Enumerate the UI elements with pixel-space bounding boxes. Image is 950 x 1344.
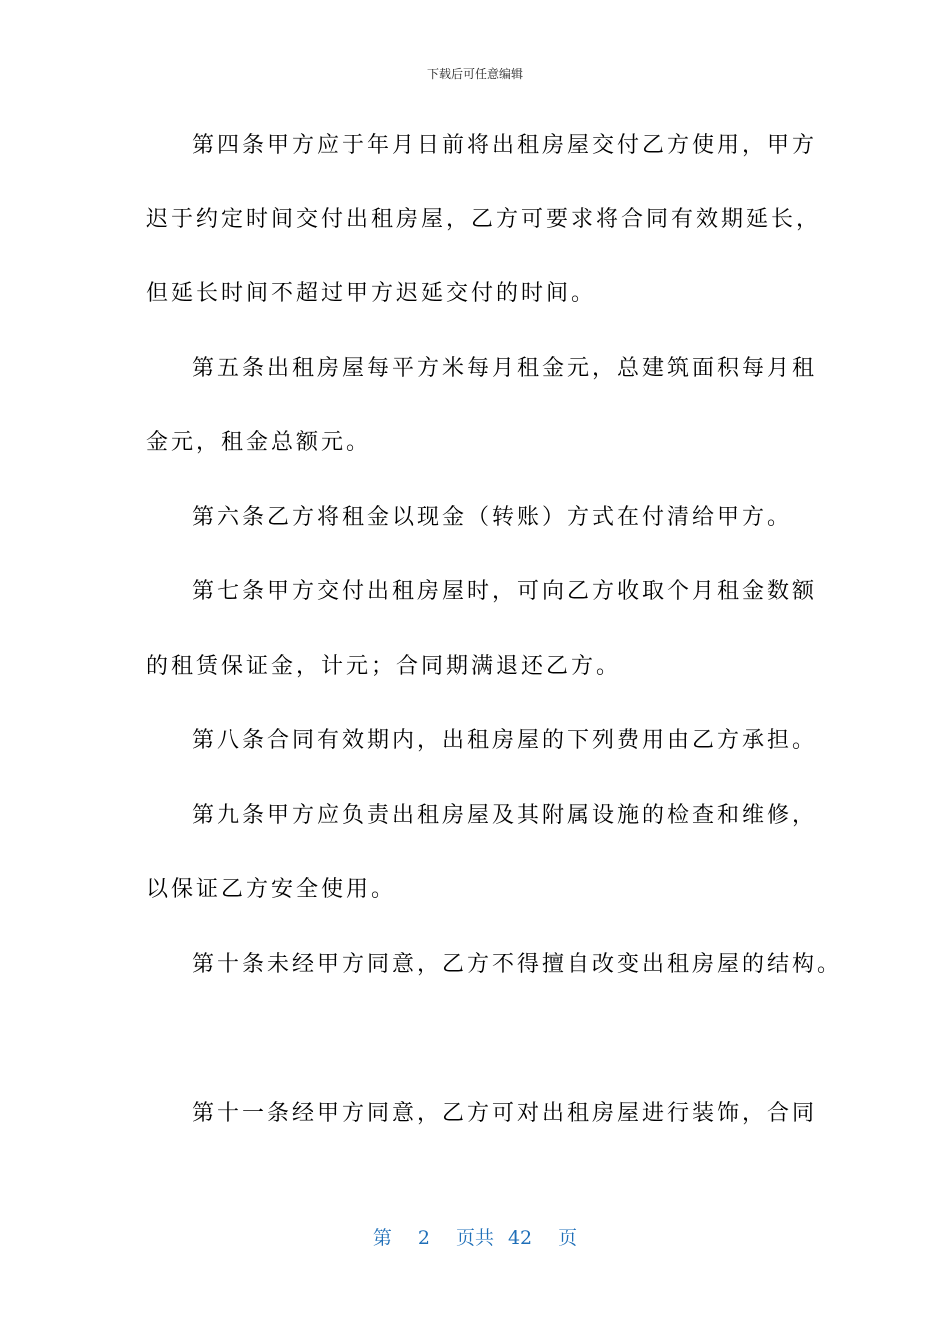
page-header: 下载后可任意编辑 [426, 67, 523, 81]
paragraph-line: 但延长时间不超过甲方迟延交付的时间。 [146, 281, 597, 306]
page-footer [0, 1226, 950, 1250]
paragraph-line: 第十条未经甲方同意，乙方不得擅自改变出租房屋的结构。 [192, 952, 843, 977]
page-number: 2 [417, 1227, 430, 1249]
paragraph-line: 第五条出租房屋每平方米每月租金元，总建筑面积每月租 [192, 356, 818, 381]
paragraph-line: 第四条甲方应于年月日前将出租房屋交付乙方使用，甲方 [192, 133, 818, 158]
paragraph-line: 第十一条经甲方同意，乙方可对出租房屋进行装饰，合同 [192, 1101, 818, 1126]
paragraph-line: 金元，租金总额元。 [146, 430, 372, 455]
paragraph-line: 第六条乙方将租金以现金（转账）方式在付清给甲方。 [192, 505, 793, 530]
page-suffix: 页 [558, 1227, 578, 1249]
paragraph-line: 第九条甲方应负责出租房屋及其附属设施的检查和维修， [192, 803, 818, 828]
paragraph-line: 迟于约定时间交付出租房屋，乙方可要求将合同有效期延长， [146, 207, 822, 232]
paragraph-line: 第七条甲方交付出租房屋时，可向乙方收取个月租金数额 [192, 579, 818, 604]
paragraph-line: 以保证乙方安全使用。 [146, 877, 397, 902]
total-pages: 42 [507, 1227, 533, 1249]
paragraph-line: 的租赁保证金，计元；合同期满退还乙方。 [146, 654, 622, 679]
page-prefix: 第 [372, 1227, 392, 1249]
page-middle: 页共 [455, 1227, 494, 1249]
paragraph-line: 第八条合同有效期内，出租房屋的下列费用由乙方承担。 [192, 728, 818, 753]
